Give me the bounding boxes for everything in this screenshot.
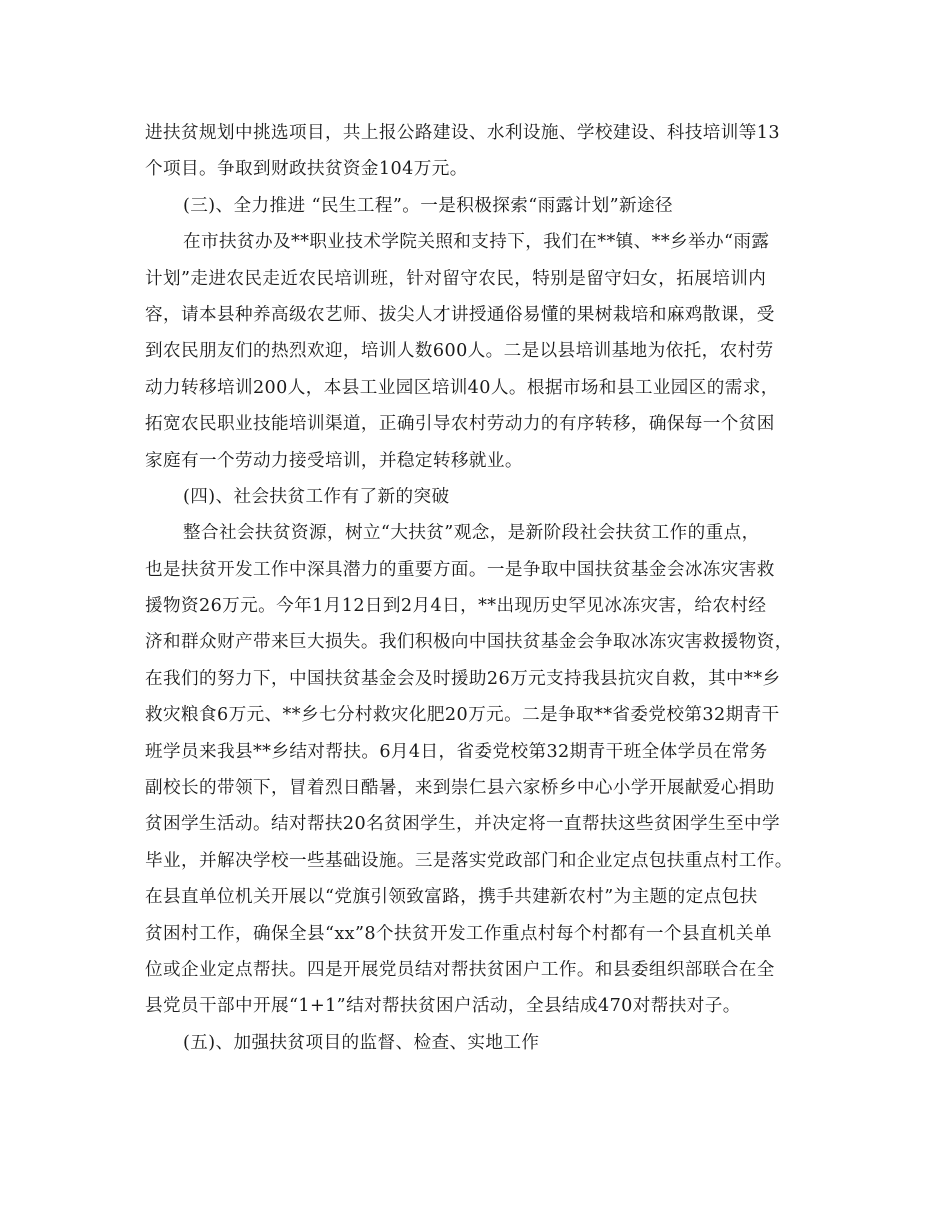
text-line: 毕业，并解决学校一些基础设施。三是落实党政部门和企业定点包扶重点村工作。	[145, 850, 793, 871]
paragraph-start-line: 整合社会扶贫资源，树立“大扶贫”观念，是新阶段社会扶贫工作的重点，	[183, 523, 760, 544]
section-heading: (五)、加强扶贫项目的监督、检查、实地工作	[183, 1032, 540, 1053]
text-line: 贫困村工作，确保全县“xx”8个扶贫开发工作重点村每个村都有一个县直机关单	[145, 923, 772, 944]
text-line: 在县直单位机关开展以“党旗引领致富路，携手共建新农村”为主题的定点包扶	[145, 887, 758, 908]
section-heading: (三)、全力推进 “民生工程”。一是积极探索“雨露计划”新途径	[183, 195, 673, 216]
document-body	[145, 115, 805, 1061]
text-line: 县党员干部中开展“1+1”结对帮扶贫困户活动，全县结成470对帮扶对子。	[145, 996, 741, 1017]
text-line: 济和群众财产带来巨大损失。我们积极向中国扶贫基金会争取冰冻灾害救援物资，	[145, 632, 793, 653]
paragraph-start-line: 在市扶贫办及**职业技术学院关照和支持下，我们在**镇、**乡举办“雨露	[183, 232, 770, 253]
text-line: 在我们的努力下，中国扶贫基金会及时援助26万元支持我县抗灾自救，其中**乡	[145, 668, 781, 689]
text-line: 计划”走进农民走近农民培训班，针对留守农民，特别是留守妇女，拓展培训内	[145, 268, 767, 289]
text-line: 进扶贫规划中挑选项目，共上报公路建设、水利设施、学校建设、科技培训等13	[145, 123, 780, 143]
text-line: 位或企业定点帮扶。四是开展党员结对帮扶贫困户工作。和县委组织部联合在全	[145, 959, 775, 980]
text-line: 副校长的带领下，冒着烈日酷暑，来到崇仁县六家桥乡中心小学开展献爱心捐助	[145, 778, 775, 799]
text-line: 到农民朋友们的热烈欢迎，培训人数600人。二是以县培训基地为依托，农村劳	[145, 341, 774, 362]
text-line: 救灾粮食6万元、**乡七分村救灾化肥20万元。二是争取**省委党校第32期青干	[145, 705, 780, 726]
text-line: 班学员来我县**乡结对帮扶。6月4日，省委党校第32期青干班全体学员在常务	[145, 741, 768, 762]
section-heading: (四)、社会扶贫工作有了新的突破	[183, 486, 450, 507]
text-line: 容，请本县种养高级农艺师、拔尖人才讲授通俗易懂的果树栽培和麻鸡散课，受	[145, 304, 775, 325]
text-line: 贫困学生活动。结对帮扶20名贫困学生，并决定将一直帮扶这些贫困学生至中学	[145, 814, 780, 835]
text-line: 援物资26万元。今年1月12日到2月4日，**出现历史罕见冰冻灾害，给农村经	[145, 596, 767, 617]
text-line: 拓宽农民职业技能培训渠道，正确引导农村劳动力的有序转移，确保每一个贫困	[145, 414, 775, 435]
text-line: 动力转移培训200人，本县工业园区培训40人。根据市场和县工业园区的需求，	[145, 377, 779, 398]
text-line: 也是扶贫开发工作中深具潜力的重要方面。一是争取中国扶贫基金会冰冻灾害救	[145, 559, 775, 580]
text-line: 个项目。争取到财政扶贫资金104万元。	[145, 159, 468, 180]
text-line: 家庭有一个劳动力接受培训，并稳定转移就业。	[145, 450, 523, 471]
